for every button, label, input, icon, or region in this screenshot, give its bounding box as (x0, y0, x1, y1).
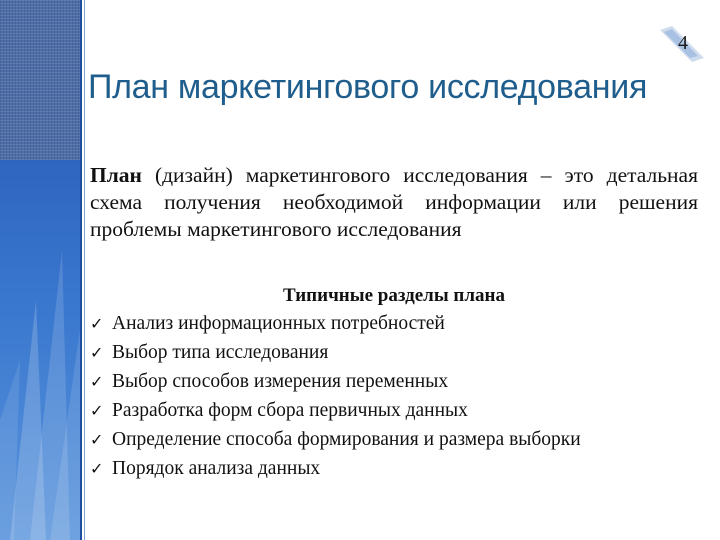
checkmark-icon: ✓ (90, 401, 104, 420)
list-item-label: Выбор способов измерения переменных (112, 371, 449, 392)
list-item-label: Выбор типа исследования (112, 342, 329, 363)
page-number: 4 (678, 32, 688, 54)
definition-paragraph (90, 162, 698, 243)
checkmark-icon: ✓ (90, 430, 104, 449)
list-item-label: Анализ информационных потребностей (112, 313, 445, 334)
checkmark-icon: ✓ (90, 314, 104, 333)
checkmark-icon: ✓ (90, 372, 104, 391)
checkmark-icon: ✓ (90, 343, 104, 362)
list-item (90, 309, 581, 338)
sections-heading: Типичные разделы плана (283, 285, 505, 306)
list-item-label: Порядок анализа данных (112, 458, 321, 479)
list-item (90, 367, 581, 396)
list-item-label: Разработка форм сбора первичных данных (112, 400, 468, 421)
definition-term: План (90, 163, 142, 187)
list-item (90, 396, 581, 425)
list-item-label: Определение способа формирования и размера выборки (112, 429, 581, 450)
list-item (90, 454, 581, 483)
definition-text: (дизайн) маркетингового исследования – это детальная схема получения необходимой информации или решения проблемы маркетингового исследования (90, 163, 698, 241)
edge-line (84, 0, 85, 540)
list-item (90, 338, 581, 367)
edge-line (80, 0, 82, 540)
sections-list (90, 309, 581, 483)
band-light-rays (0, 0, 80, 540)
list-item (90, 425, 581, 454)
left-decorative-band (0, 0, 80, 540)
checkmark-icon: ✓ (90, 459, 104, 478)
slide-title: План маркетингового исследования (88, 68, 648, 106)
